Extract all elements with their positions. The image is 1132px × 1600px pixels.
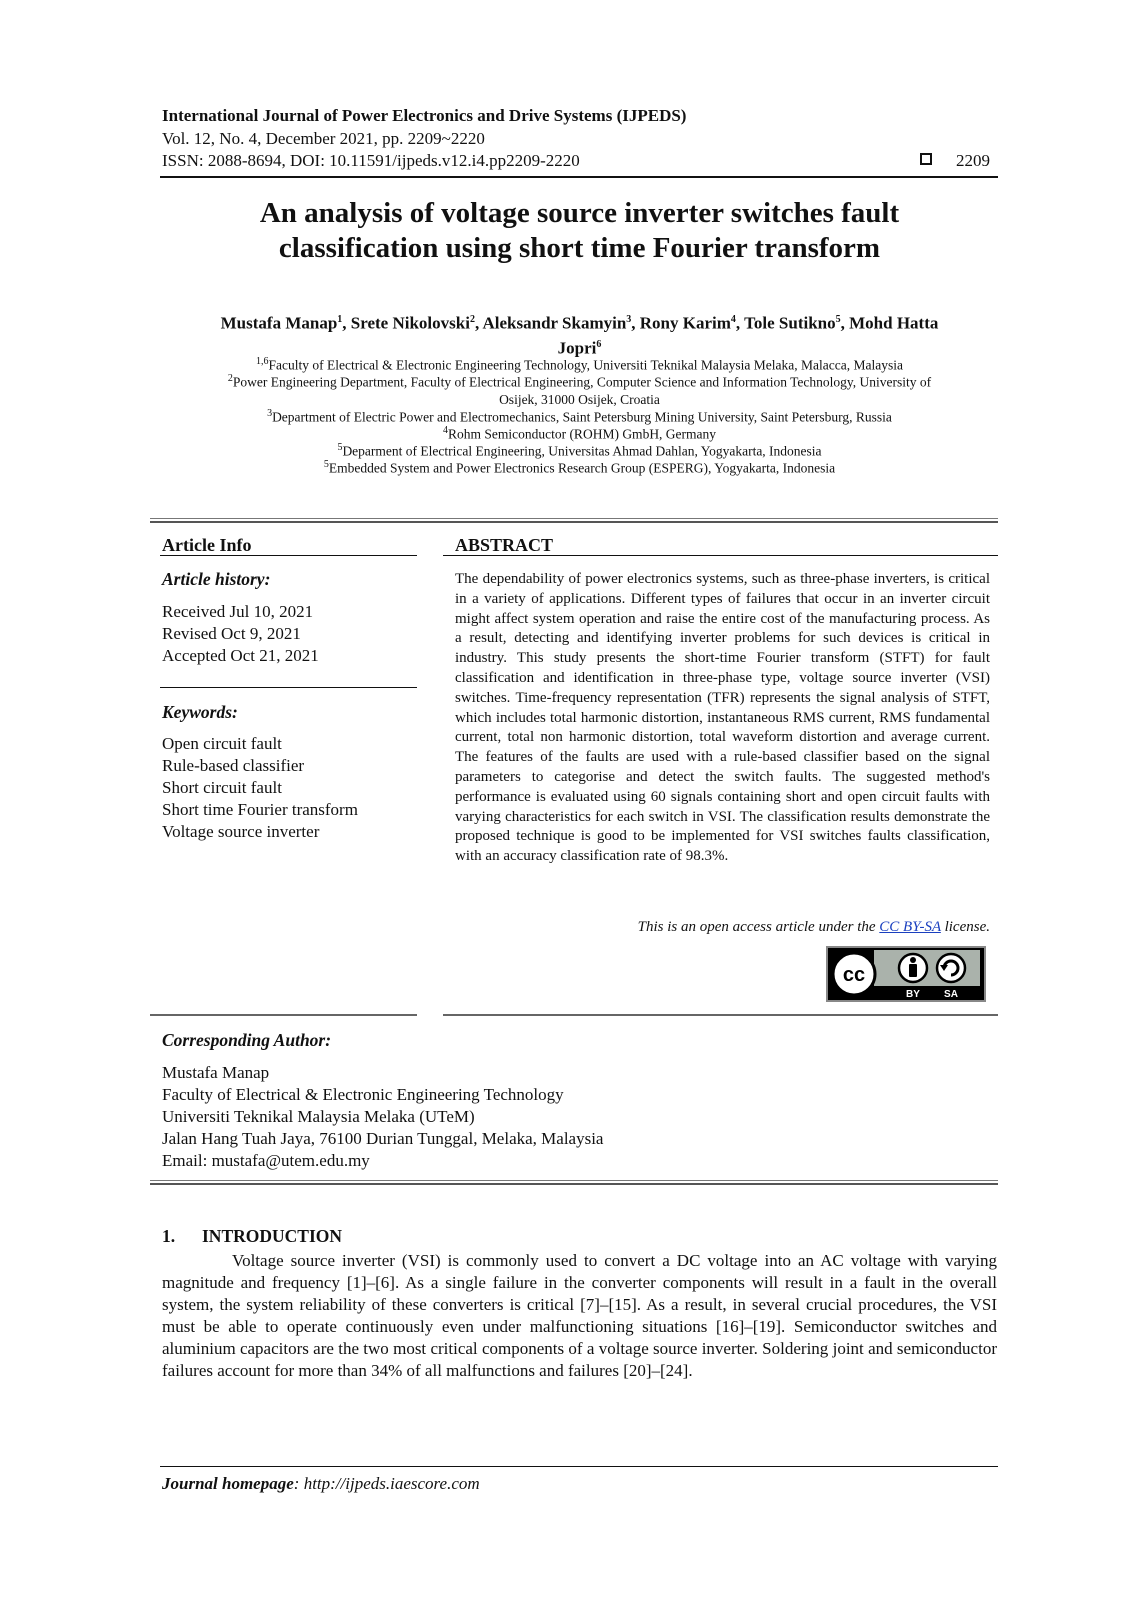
cc-license-icon	[828, 948, 984, 1000]
by-text: BY	[906, 989, 920, 1000]
corresponding-line: Mustafa Manap	[162, 1063, 270, 1082]
affiliation	[162, 370, 997, 408]
history-list	[162, 601, 319, 667]
affiliation-sup: 5	[323, 459, 329, 470]
author-name: Jopri	[557, 338, 597, 358]
affiliation-sup: 5	[337, 442, 343, 453]
author-name: , Tole Sutikno	[735, 313, 836, 333]
sa-text: SA	[944, 989, 958, 1000]
corresponding-line: Universiti Teknikal Malaysia Melaka (UTeM)	[162, 1107, 475, 1126]
history-item: Accepted Oct 21, 2021	[162, 646, 319, 665]
article-info-heading: Article Info	[162, 535, 252, 555]
keywords-rule	[160, 687, 417, 688]
footer-rule	[160, 1466, 998, 1467]
author-sup: 4	[730, 314, 736, 325]
author-name: , Rony Karim	[631, 313, 731, 333]
license-prefix: This is an open access article under the	[637, 919, 880, 935]
abstract-text: The dependability of power electronics systems, such as three-phase inverters, is critical in a variety of applications. Different types of failures that occur in an inverter circuit might affect system operation and raise the entire cost of the manufacturing process. As a result, detecting and identifying inverter problems for such devices is critical in industry. This study presents the short-time Fourier transform (STFT) for fault classification and identification in three-phase type, voltage source inverter (VSI) switches. Time-frequency representation (TFR) represents the signal analysis of STFT, which includes total harmonic distortion, instantaneous RMS current, RMS fundamental current, total non harmonic distortion, total waveform distortion and average current. The features of the faults are used with a rule-based classifier based on the signal parameters to categorise and detect the switch faults. The suggested method's performance is evaluated using 60 signals containing short and open circuit faults with varying characteristics for each switch in VSI. The classification results demonstrate the proposed technique is good to be implemented for VSI switches faults classification, with an accuracy classification rate of 98.3%.	[455, 571, 990, 865]
section-rule	[150, 518, 998, 519]
abstract-heading: ABSTRACT	[455, 535, 554, 555]
paper-title	[162, 196, 997, 266]
keyword-item: Short time Fourier transform	[162, 800, 358, 819]
keyword-item: Voltage source inverter	[162, 822, 320, 841]
article-info-rule	[160, 555, 417, 556]
author-sup: 3	[626, 314, 632, 325]
section-rule	[150, 521, 998, 523]
author-sup: 1	[337, 314, 343, 325]
introduction-text: Voltage source inverter (VSI) is commonly used to convert a DC voltage into an AC voltage with varying magnitude and frequency [1]–[6]. As a single failure in the converter components will result in a fault in the overall system, the system reliability of these converters is critical [7]–[15]. As a result, in several crucial procedures, the VSI must be able to operate continuously even under malfunctioning situations [16]–[19]. Semiconductor switches and aluminium capacitors are the two most critical components of a voltage source inverter. Soldering joint and semiconductor failures account for more than 34% of all malfunctions and failures [20]–[24].	[162, 1251, 997, 1380]
author-name: , Mohd Hatta	[840, 313, 939, 333]
corresponding-rule	[150, 1183, 998, 1185]
affiliation-text: Faculty of Electrical & Electronic Engineering Technology, Universiti Teknikal Malaysia Melaka, Malacca, Malaysia	[268, 357, 903, 373]
introduction-heading	[162, 1226, 342, 1247]
affiliation-sup: 1,6	[256, 356, 269, 367]
article-info-bottom-rule	[150, 1014, 417, 1016]
affiliation-text: Power Engineering Department, Faculty of Electrical Engineering, Computer Science and Information Technology, University of	[232, 374, 932, 390]
author-name: , Aleksandr Skamyin	[474, 313, 627, 333]
author-name: , Srete Nikolovski	[342, 313, 470, 333]
page-number: 2209	[956, 151, 990, 170]
affiliation-text: Embedded System and Power Electronics Research Group (ESPERG), Yogyakarta, Indonesia	[328, 460, 836, 476]
affiliation-sup: 3	[267, 408, 273, 419]
author-list	[162, 309, 997, 358]
affiliation-text: Osijek, 31000 Osijek, Croatia	[499, 391, 660, 407]
author-sup: 5	[835, 314, 841, 325]
corresponding-line: Jalan Hang Tuah Jaya, 76100 Durian Tunggal, Melaka, Malaysia	[162, 1129, 604, 1148]
cc-by-sa-badge[interactable]	[826, 946, 986, 1002]
title-line-1: An analysis of voltage source inverter switches fault	[259, 197, 900, 229]
corresponding-details	[162, 1062, 603, 1172]
square-icon	[920, 153, 932, 165]
corresponding-line: Email: mustafa@utem.edu.my	[162, 1151, 370, 1170]
header-rule	[160, 176, 998, 178]
corresponding-line: Faculty of Electrical & Electronic Engineering Technology	[162, 1085, 564, 1104]
homepage-url[interactable]: : http://ijpeds.iaescore.com	[293, 1474, 480, 1493]
title-line-2: classification using short time Fourier transform	[278, 232, 881, 264]
journal-name: International Journal of Power Electronics and Drive Systems (IJPEDS)	[162, 106, 687, 125]
keyword-item: Short circuit fault	[162, 778, 282, 797]
history-item: Revised Oct 9, 2021	[162, 624, 301, 643]
affiliation-text: Department of Electric Power and Electromechanics, Saint Petersburg Mining University, Saint Petersburg, Russia	[272, 409, 892, 425]
affiliation-text: Rohm Semiconductor (ROHM) GmbH, Germany	[447, 426, 717, 442]
keyword-list	[162, 733, 358, 843]
affiliation-sup: 2	[227, 373, 233, 384]
journal-homepage	[162, 1474, 480, 1494]
section-number: 1.	[162, 1226, 176, 1246]
corresponding-heading: Corresponding Author:	[162, 1030, 332, 1050]
cc-text: cc	[842, 964, 866, 986]
keyword-item: Rule-based classifier	[162, 756, 305, 775]
license-link[interactable]: CC BY-SA	[879, 919, 941, 935]
abstract-rule	[443, 555, 998, 556]
history-item: Received Jul 10, 2021	[162, 602, 314, 621]
volume-info: Vol. 12, No. 4, December 2021, pp. 2209~2220	[162, 129, 485, 148]
corresponding-rule	[150, 1180, 998, 1181]
license-suffix: license.	[940, 919, 990, 935]
keywords-heading: Keywords:	[162, 702, 238, 722]
affiliation-text: Deparment of Electrical Engineering, Universitas Ahmad Dahlan, Yogyakarta, Indonesia	[342, 443, 822, 459]
license-line	[455, 919, 990, 936]
keyword-item: Open circuit fault	[162, 734, 282, 753]
homepage-label: Journal homepage	[162, 1474, 294, 1493]
history-heading: Article history:	[162, 569, 271, 589]
abstract-bottom-rule	[443, 1014, 998, 1016]
issn-doi: ISSN: 2088-8694, DOI: 10.11591/ijpeds.v12.i4.pp2209-2220	[162, 151, 580, 170]
author-sup: 2	[469, 314, 475, 325]
section-title: INTRODUCTION	[202, 1226, 343, 1246]
introduction-paragraph	[162, 1250, 997, 1382]
author-name: Mustafa Manap	[220, 313, 338, 333]
author-sup: 6	[596, 338, 602, 350]
affiliation-sup: 4	[442, 425, 448, 436]
affiliation	[162, 456, 997, 477]
